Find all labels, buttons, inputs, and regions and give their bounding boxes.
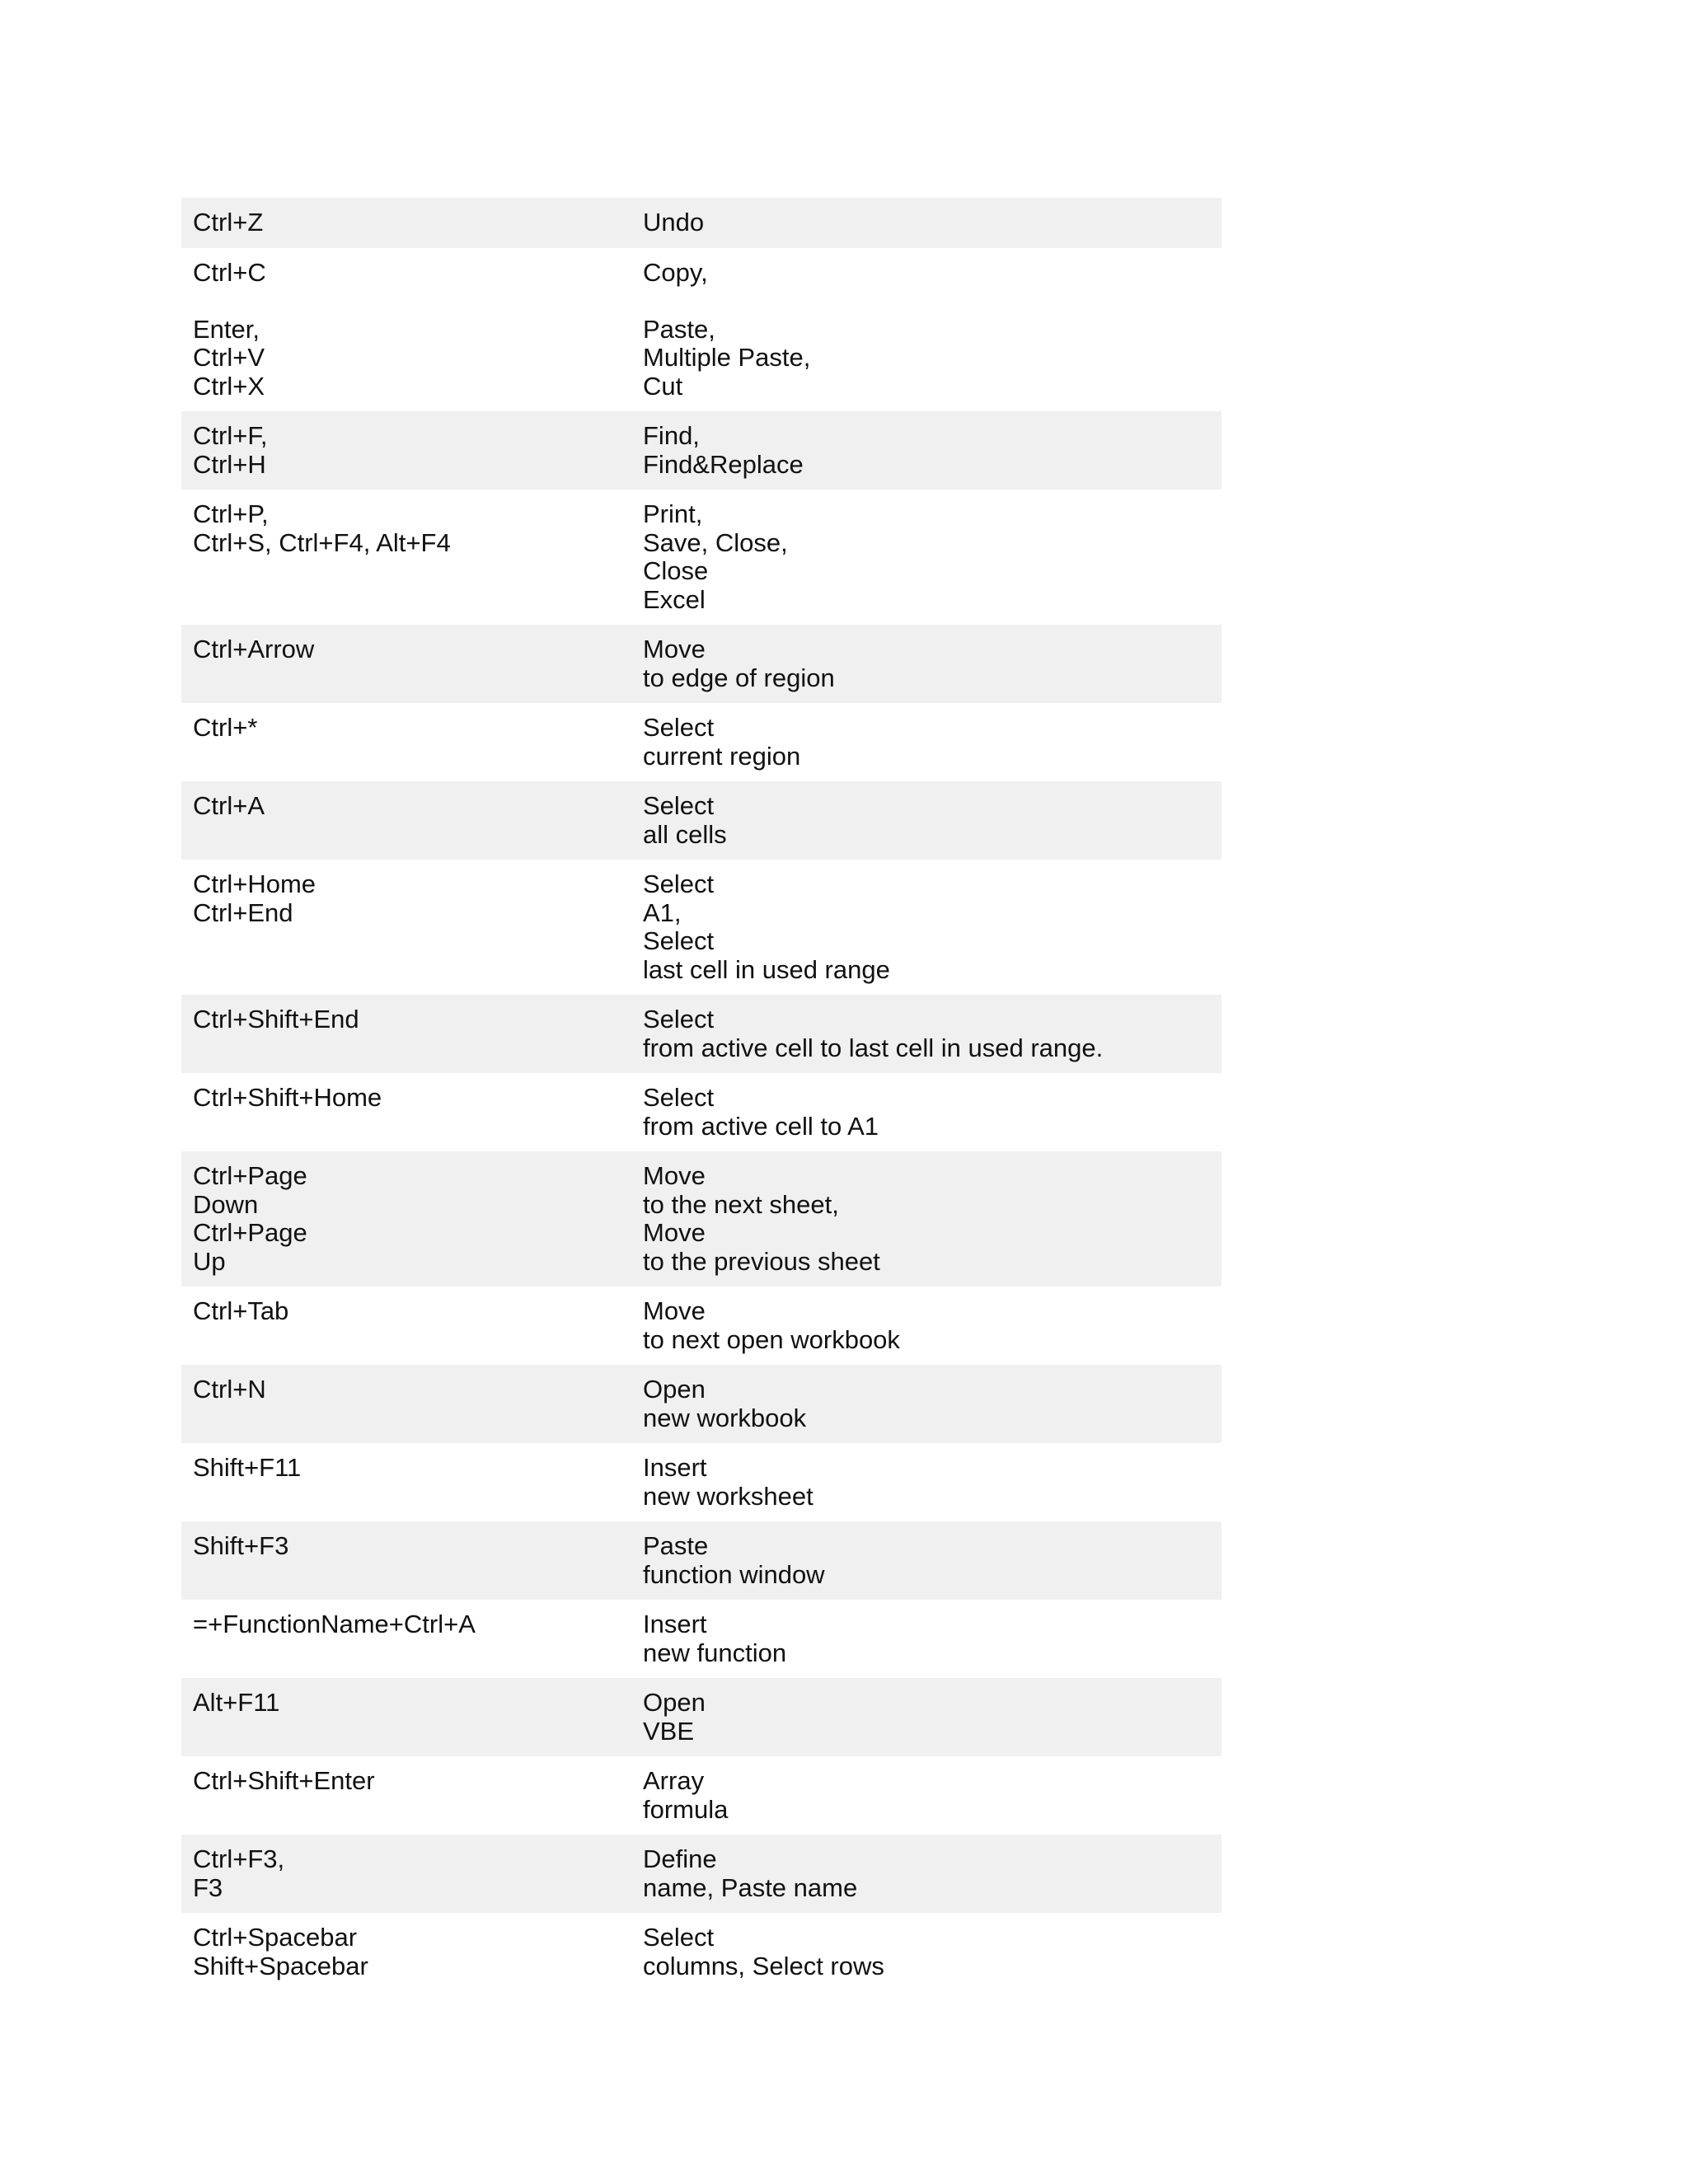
shortcut-action-cell: Select from active cell to last cell in used range. bbox=[631, 995, 1221, 1073]
shortcut-action-cell: Move to the next sheet, Move to the previous sheet bbox=[631, 1151, 1221, 1286]
shortcut-keys-cell: Ctrl+Z bbox=[181, 198, 631, 248]
table-row bbox=[181, 1365, 1221, 1443]
shortcut-action-cell: Open VBE bbox=[631, 1678, 1221, 1756]
shortcut-keys-cell: Ctrl+N bbox=[181, 1365, 631, 1443]
shortcut-keys-cell: Ctrl+Arrow bbox=[181, 625, 631, 703]
shortcut-action-cell: Find, Find&Replace bbox=[631, 411, 1221, 490]
shortcut-keys-cell: Ctrl+Spacebar Shift+Spacebar bbox=[193, 1923, 368, 1980]
shortcut-keys-cell: Ctrl+Tab bbox=[193, 1296, 289, 1325]
table-row bbox=[181, 1521, 1221, 1600]
shortcut-keys-cell: =+FunctionName+Ctrl+A bbox=[193, 1610, 476, 1638]
shortcut-keys-cell: Alt+F11 bbox=[181, 1678, 631, 1756]
shortcut-action-cell: Undo bbox=[631, 198, 1221, 248]
table-row bbox=[181, 1600, 1221, 1678]
shortcut-action-cell: Define name, Paste name bbox=[631, 1835, 1221, 1913]
shortcut-action-cell: Insert new worksheet bbox=[643, 1453, 814, 1511]
table-row bbox=[181, 1073, 1221, 1151]
shortcut-keys-cell: Shift+F3 bbox=[181, 1521, 631, 1600]
shortcut-action-cell: Insert new function bbox=[643, 1610, 787, 1667]
shortcut-keys-cell: Ctrl+F3, F3 bbox=[181, 1835, 631, 1913]
table-row bbox=[181, 490, 1221, 625]
table-row bbox=[181, 860, 1221, 995]
shortcut-action-cell: Select A1, Select last cell in used range bbox=[643, 869, 890, 984]
shortcut-keys-cell: Ctrl+* bbox=[193, 713, 258, 742]
table-row bbox=[181, 781, 1221, 860]
shortcut-keys-cell: Ctrl+Shift+Home bbox=[193, 1083, 382, 1112]
table-row bbox=[181, 411, 1221, 490]
shortcut-keys-cell: Ctrl+Home Ctrl+End bbox=[193, 869, 316, 927]
table-row bbox=[181, 1151, 1221, 1286]
table-row bbox=[181, 1286, 1221, 1365]
shortcut-keys-cell: Shift+F11 bbox=[193, 1453, 302, 1482]
table-row bbox=[181, 1443, 1221, 1521]
shortcut-action-cell: Select columns, Select rows bbox=[643, 1923, 884, 1980]
shortcut-table bbox=[181, 198, 1221, 1991]
shortcut-keys-cell: Ctrl+F, Ctrl+H bbox=[181, 411, 631, 490]
shortcut-keys-cell: Ctrl+Shift+Enter bbox=[193, 1766, 375, 1795]
shortcut-keys-cell: Ctrl+A bbox=[181, 781, 631, 860]
shortcut-action-cell: Print, Save, Close, Close Excel bbox=[643, 499, 788, 614]
table-row bbox=[181, 248, 1221, 412]
shortcut-action-cell: Select from active cell to A1 bbox=[643, 1083, 879, 1141]
shortcut-action-cell: Open new workbook bbox=[631, 1365, 1221, 1443]
table-row bbox=[181, 1835, 1221, 1913]
shortcut-action-cell: Array formula bbox=[643, 1766, 729, 1824]
shortcut-keys-cell: Ctrl+C Enter, Ctrl+V Ctrl+X bbox=[193, 257, 266, 401]
table-row bbox=[181, 1913, 1221, 1991]
shortcut-keys-cell: Ctrl+Page Down Ctrl+Page Up bbox=[181, 1151, 631, 1286]
shortcut-action-cell: Select all cells bbox=[631, 781, 1221, 860]
table-row bbox=[181, 625, 1221, 703]
table-row bbox=[181, 1756, 1221, 1835]
table-row bbox=[181, 1678, 1221, 1756]
table-row bbox=[181, 198, 1221, 248]
shortcut-keys-cell: Ctrl+P, Ctrl+S, Ctrl+F4, Alt+F4 bbox=[193, 499, 451, 557]
shortcut-action-cell: Move to next open workbook bbox=[643, 1296, 900, 1354]
shortcut-keys-cell: Ctrl+Shift+End bbox=[181, 995, 631, 1073]
table-row bbox=[181, 995, 1221, 1073]
shortcut-action-cell: Copy, Paste, Multiple Paste, Cut bbox=[643, 257, 811, 401]
shortcut-action-cell: Select current region bbox=[643, 713, 801, 771]
table-row bbox=[181, 703, 1221, 781]
shortcut-action-cell: Paste function window bbox=[631, 1521, 1221, 1600]
shortcut-action-cell: Move to edge of region bbox=[631, 625, 1221, 703]
